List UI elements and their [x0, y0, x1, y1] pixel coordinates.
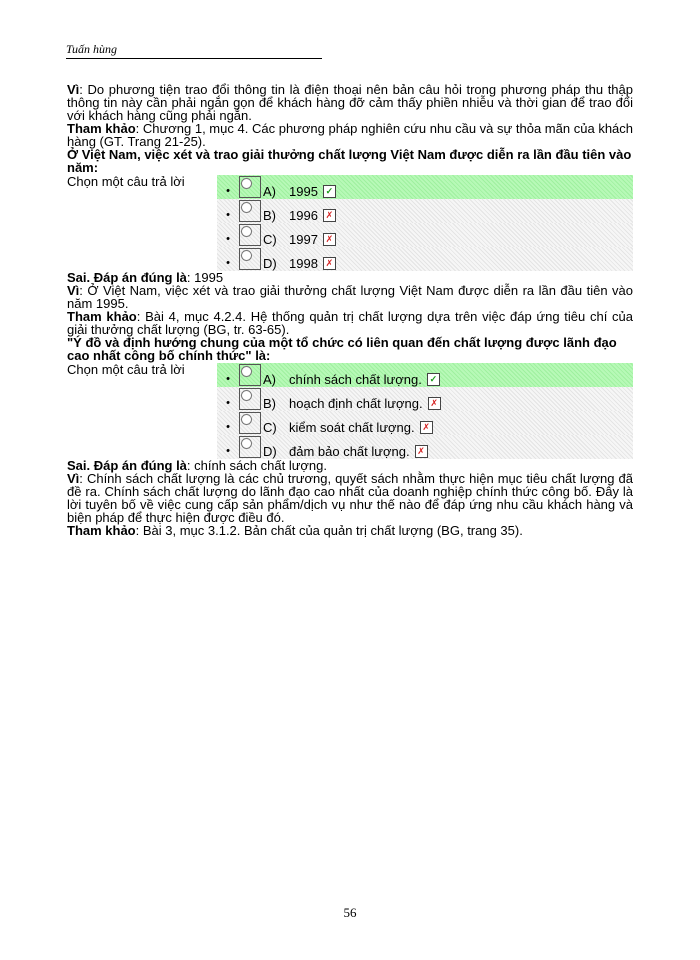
check-icon: ✓: [427, 373, 440, 386]
radio-button[interactable]: [239, 224, 261, 246]
radio-button[interactable]: [239, 176, 261, 198]
options-list: [217, 363, 633, 459]
option-text: kiểm soát chất lượng.: [289, 420, 415, 435]
explanation-paragraph: [67, 472, 633, 524]
cross-icon: ✗: [323, 233, 336, 246]
option-letter: C): [263, 232, 277, 247]
radio-button[interactable]: [239, 200, 261, 222]
reference-label: Tham khảo: [67, 121, 136, 136]
option-c[interactable]: [217, 411, 633, 435]
option-text: 1998: [289, 256, 318, 271]
option-letter: D): [263, 444, 277, 459]
bullet-icon: •: [226, 209, 230, 221]
bullet-icon: •: [226, 257, 230, 269]
reference-text: : Bài 3, mục 3.1.2. Bản chất của quản trị chất lượng (BG, trang 35).: [135, 523, 523, 538]
choose-answer-label: Chọn một câu trả lời: [67, 174, 185, 189]
option-letter: A): [263, 184, 276, 199]
question-2-text: "Ý đồ và định hướng chung của một tổ chức có liên quan đến chất lượng được lãnh đạo cao nhất công bố chính thức" là:: [67, 335, 617, 363]
question-2-choices: [67, 363, 633, 459]
option-d[interactable]: [217, 435, 633, 459]
check-icon: ✓: [323, 185, 336, 198]
option-a[interactable]: [217, 363, 633, 387]
option-letter: B): [263, 208, 276, 223]
option-c[interactable]: [217, 223, 633, 247]
explain-label: Vì: [67, 283, 80, 298]
bullet-icon: •: [226, 373, 230, 385]
reference-paragraph: [67, 524, 633, 537]
reference-paragraph: [67, 310, 633, 336]
cross-icon: ✗: [428, 397, 441, 410]
explanation-paragraph: [67, 83, 633, 122]
radio-button[interactable]: [239, 364, 261, 386]
cross-icon: ✗: [323, 209, 336, 222]
page-number: 56: [343, 905, 357, 920]
cross-icon: ✗: [420, 421, 433, 434]
option-text: 1996: [289, 208, 318, 223]
option-text: chính sách chất lượng.: [289, 372, 422, 387]
option-letter: A): [263, 372, 276, 387]
option-letter: D): [263, 256, 277, 271]
answer-text: : 1995: [186, 270, 224, 285]
reference-label: Tham khảo: [67, 523, 136, 538]
answer-label: Sai. Đáp án đúng là: [67, 458, 187, 473]
reference-paragraph: [67, 122, 633, 148]
question-1-text: Ở Việt Nam, việc xét và trao giải thưởng chất lượng Việt Nam được diễn ra lần đầu tiên vào năm:: [67, 147, 632, 175]
option-d[interactable]: [217, 247, 633, 271]
explain-label: Vì: [67, 82, 80, 97]
radio-button[interactable]: [239, 388, 261, 410]
option-b[interactable]: [217, 199, 633, 223]
option-text: hoạch định chất lượng.: [289, 396, 423, 411]
explain-text: : Ở Việt Nam, việc xét và trao giải thưởng chất lượng Việt Nam được diễn ra lần đầu tiên vào năm 1995.: [67, 283, 633, 311]
answer-label: Sai. Đáp án đúng là: [67, 270, 187, 285]
choose-answer-label: Chọn một câu trả lời: [67, 362, 185, 377]
explain-label: Vì: [67, 471, 80, 486]
cross-icon: ✗: [323, 257, 336, 270]
document-body: [67, 83, 633, 537]
question-1-choices: [67, 175, 633, 271]
bullet-icon: •: [226, 445, 230, 457]
option-b[interactable]: [217, 387, 633, 411]
reference-text: : Bài 4, mục 4.2.4. Hệ thống quản trị chất lượng dựa trên việc đáp ứng tiêu chí của giải thưởng chất lượng (BG, tr. 63-65).: [67, 309, 634, 337]
answer-text: : chính sách chất lượng.: [186, 458, 328, 473]
bullet-icon: •: [226, 397, 230, 409]
bullet-icon: •: [226, 185, 230, 197]
bullet-icon: •: [226, 233, 230, 245]
reference-label: Tham khảo: [67, 309, 137, 324]
cross-icon: ✗: [415, 445, 428, 458]
radio-button[interactable]: [239, 436, 261, 458]
option-text: đảm bảo chất lượng.: [289, 444, 410, 459]
reference-text: : Chương 1, mục 4. Các phương pháp nghiên cứu nhu cầu và sự thỏa mãn của khách hàng (GT. Trang 21-25).: [67, 121, 634, 149]
explain-text: : Chính sách chất lượng là các chủ trương, quyết sách nhằm thực hiện mục tiêu chất lượng đã đề ra. Chính sách chất lượng do lãnh đạo cao nhất của doanh nghiệp chính thức công bố. Đây là lời tuyên bố về việc cung cấp sản phẩm/dịch vụ như thế nào để đáp ứng nhu cầu khách hàng và biện pháp để thực hiện được điều đó.: [67, 471, 633, 525]
option-a[interactable]: [217, 175, 633, 199]
radio-button[interactable]: [239, 412, 261, 434]
explanation-paragraph: [67, 284, 633, 310]
bullet-icon: •: [226, 421, 230, 433]
radio-button[interactable]: [239, 248, 261, 270]
option-letter: B): [263, 396, 276, 411]
option-text: 1997: [289, 232, 318, 247]
option-text: 1995: [289, 184, 318, 199]
page-header-author: Tuấn hùng: [66, 42, 322, 59]
option-letter: C): [263, 420, 277, 435]
options-list: [217, 175, 633, 271]
explain-text: : Do phương tiện trao đổi thông tin là điện thoại nên bản câu hỏi trong phương pháp thu thập thông tin này cần phải ngắn gọn để khách hàng đỡ cảm thấy phiền nhiễu và thời gian để trao đổi với khách hàng cũng phải ngắn.: [67, 82, 633, 123]
